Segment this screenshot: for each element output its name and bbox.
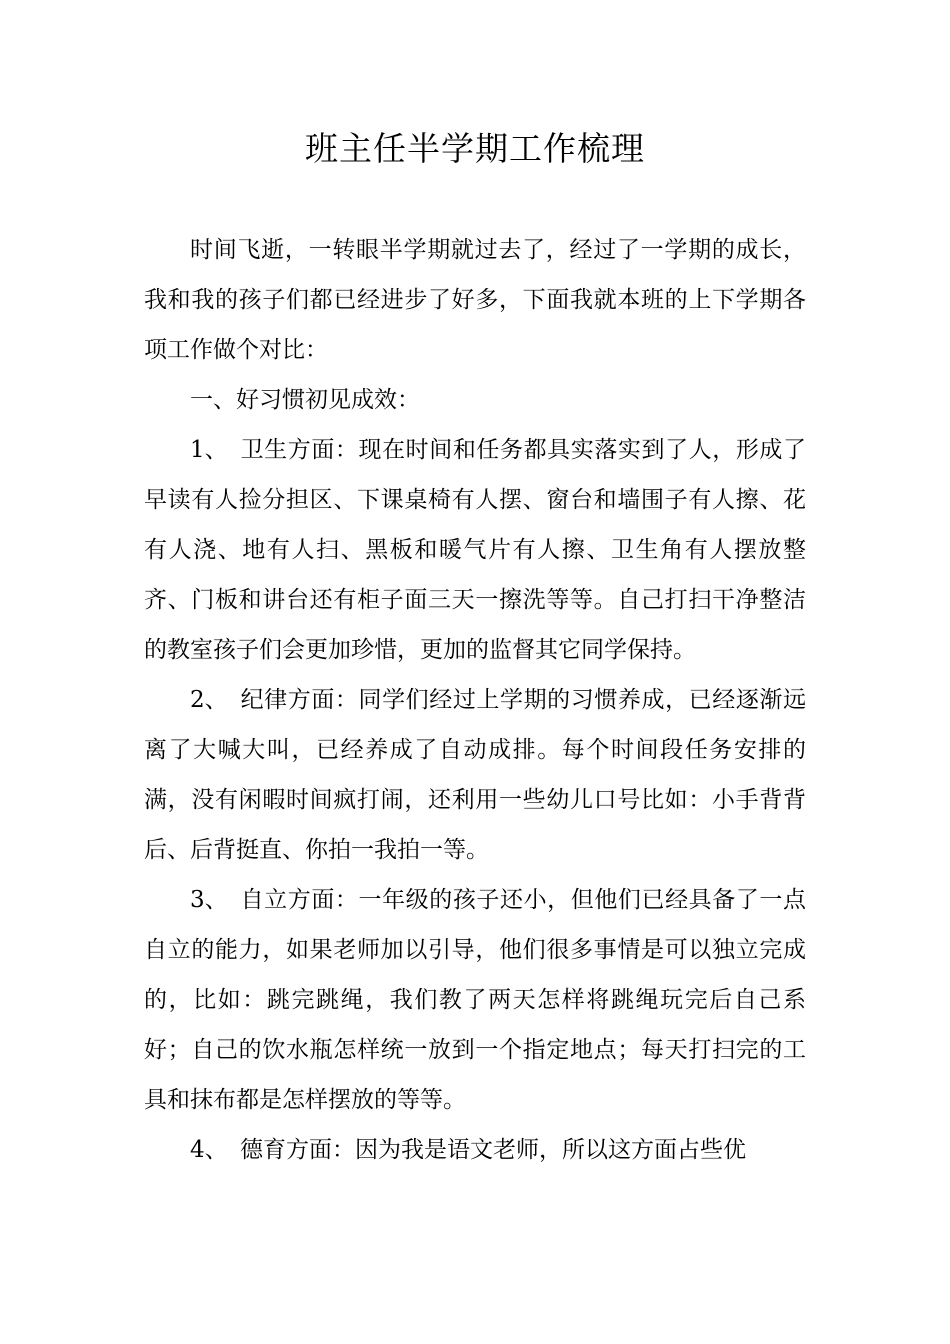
- section-heading: [144, 375, 806, 425]
- paragraph-intro: [144, 225, 806, 375]
- paragraph-text: 一、好习惯初见成效：: [190, 387, 420, 413]
- paragraph-text: 卫生方面：现在时间和任务都具实落实到了人，形成了早读有人捡分担区、下课桌椅有人摆、窗台和墙围子有人擦、花有人浇、地有人扫、黑板和暖气片有人擦、卫生角有人摆放整齐、门板和讲台还有柜子面三天一擦洗等等。自己打扫干净整洁的教室孩子们会更加珍惜，更加的监督其它同学保持。: [144, 437, 806, 663]
- document-title: 班主任半学期工作梳理: [305, 129, 645, 168]
- item-number: 2、: [190, 687, 228, 713]
- item-number: 3、: [190, 887, 228, 913]
- paragraph-text: 德育方面：因为我是语文老师，所以这方面占些优: [240, 1137, 746, 1163]
- paragraph-discipline: [144, 675, 806, 875]
- item-number: 1、: [190, 437, 228, 463]
- paragraph-hygiene: [144, 425, 806, 675]
- paragraph-self-reliance: [144, 875, 806, 1125]
- item-number: 4、: [190, 1137, 228, 1163]
- paragraph-text: 时间飞逝，一转眼半学期就过去了，经过了一学期的成长，我和我的孩子们都已经进步了好多，下面我就本班的上下学期各项工作做个对比：: [144, 237, 806, 363]
- paragraph-text: 纪律方面：同学们经过上学期的习惯养成，已经逐渐远离了大喊大叫，已经养成了自动成排。每个时间段任务安排的满，没有闲暇时间疯打闹，还利用一些幼儿口号比如：小手背背后、后背挺直、你拍一我拍一等。: [144, 687, 806, 863]
- paragraph-moral-education: [144, 1125, 806, 1175]
- document-body: [144, 225, 806, 1175]
- paragraph-text: 自立方面：一年级的孩子还小，但他们已经具备了一点自立的能力，如果老师加以引导，他们很多事情是可以独立完成的，比如：跳完跳绳，我们教了两天怎样将跳绳玩完后自己系好；自己的饮水瓶怎样统一放到一个指定地点；每天打扫完的工具和抹布都是怎样摆放的等等。: [144, 887, 806, 1113]
